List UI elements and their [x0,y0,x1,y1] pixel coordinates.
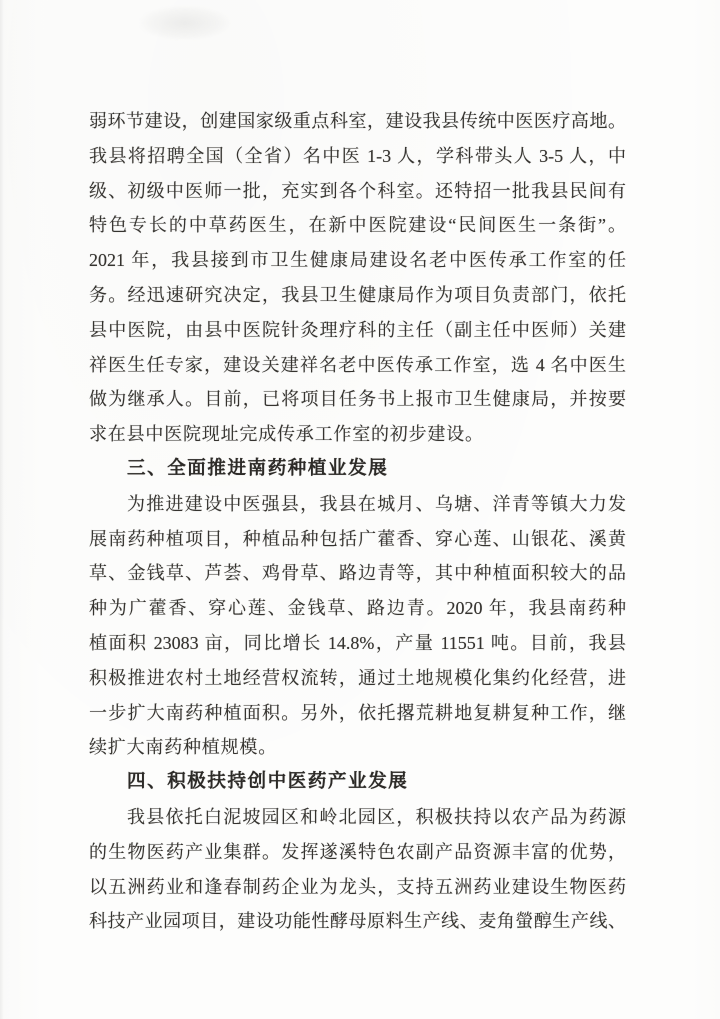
text-line: 种为广藿香、穿心莲、金钱草、路边青。2020 年，我县南药种 [89,598,626,619]
document-text-block [89,104,626,939]
text-line: 植面积 23083 亩，同比增长 14.8%，产量 11551 吨。目前，我县 [89,632,626,653]
text-line: 务。经迅速研究决定，我县卫生健康局作为项目负责部门，依托 [89,284,626,305]
text-line: 祥医生任专家，建设关建祥名老中医传承工作室，选 4 名中医生 [89,354,626,375]
text-line: 求在县中医院现址完成传承工作室的初步建设。 [89,424,484,445]
text-line: 展南药种植项目，种植品种包括广藿香、穿心莲、山银花、溪黄 [89,528,626,549]
text-line: 我县依托白泥坡园区和岭北园区，积极扶持以农产品为药源 [127,806,626,827]
text-line: 以五洲药业和逢春制药企业为龙头，支持五洲药业建设生物医药 [89,876,626,897]
scan-artifact [140,6,230,40]
text-line: 2021 年，我县接到市卫生健康局建设名老中医传承工作室的任 [89,250,626,271]
text-line: 草、金钱草、芦荟、鸡骨草、路边青等，其中种植面积较大的品 [89,563,626,584]
text-line: 做为继承人。目前，已将项目任务书上报市卫生健康局，并按要 [89,389,626,410]
section-heading: 三、全面推进南药种植业发展 [127,457,389,479]
text-line: 县中医院，由县中医院针灸理疗科的主任（副主任中医师）关建 [89,319,626,340]
text-line: 为推进建设中医强县，我县在城月、乌塘、洋青等镇大力发 [127,493,626,514]
text-line: 我县将招聘全国（全省）名中医 1-3 人，学科带头人 3-5 人，中 [89,145,626,166]
text-line: 续扩大南药种植规模。 [89,737,277,758]
text-line: 级、初级中医师一批，充实到各个科室。还特招一批我县民间有 [89,180,626,201]
text-line: 积极推进农村土地经营权流转，通过土地规模化集约化经营，进 [89,667,626,688]
section-heading: 四、积极扶持创中医药产业发展 [127,771,409,793]
text-line: 弱环节建设，创建国家级重点科室，建设我县传统中医医疗高地。 [89,111,626,131]
text-line: 科技产业园项目，建设功能性酵母原料生产线、麦角螢醇生产线、 [89,911,626,932]
text-line: 的生物医药产业集群。发挥遂溪特色农副产品资源丰富的优势， [89,841,626,862]
scan-edge-shadow [0,0,4,1019]
text-line: 一步扩大南药种植面积。另外，依托撂荒耕地复耕复种工作，继 [89,702,626,723]
text-line: 特色专长的中草药医生，在新中医院建设“民间医生一条街”。 [89,215,626,236]
